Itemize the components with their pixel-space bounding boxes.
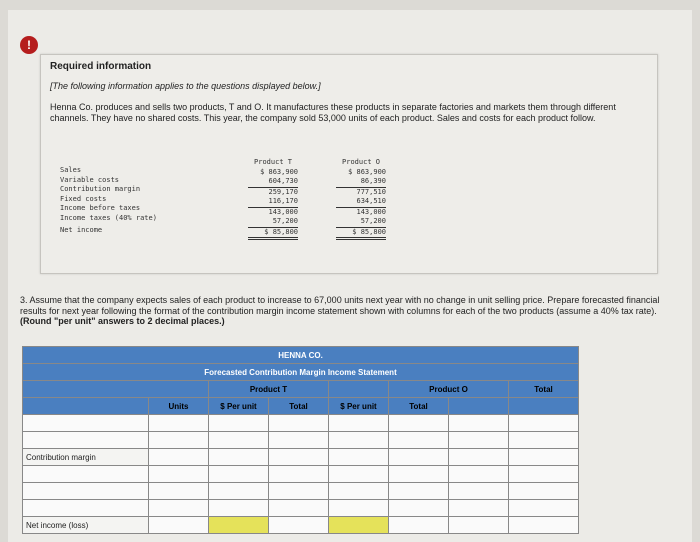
product-t-value: 57,200 [248,217,298,228]
o-total-input[interactable] [389,500,449,517]
product-o-value: $ 863,900 [348,167,386,176]
t-total-input[interactable] [269,483,329,500]
o-per-unit-input[interactable] [329,500,389,517]
o-net-income-total-input[interactable] [389,517,449,534]
o-total-header: Total [389,398,449,415]
product-o-header: Product O [342,158,380,166]
o-total-input[interactable] [389,466,449,483]
units-header: Units [149,398,209,415]
o-total-input[interactable] [389,449,449,466]
label-income-before-taxes: Income before taxes [60,204,141,212]
product-t-value: 604,730 [248,177,298,188]
grand-total-input[interactable] [509,415,579,432]
o-net-income-per-unit-input[interactable] [329,517,389,534]
row-label-input[interactable] [23,432,149,449]
question-3 [20,295,660,327]
question-3-rounding-note: (Round "per unit" answers to 2 decimal places.) [20,316,225,326]
row-label-input[interactable] [23,466,149,483]
o-per-unit-input[interactable] [329,466,389,483]
o-total-input[interactable] [389,483,449,500]
t-total-input[interactable] [269,466,329,483]
t-total-header: Total [269,398,329,415]
blank-cell [449,415,509,432]
income-statement-labels [60,166,157,236]
label-income-taxes: Income taxes (40% rate) [60,213,157,222]
t-per-unit-input[interactable] [209,415,269,432]
company-name: HENNA CO. [23,347,579,364]
required-info-subheading: [The following information applies to the questions displayed below.] [50,81,321,91]
label-fixed-costs: Fixed costs [60,194,107,203]
product-t-value: 259,170 [268,187,298,196]
t-total-input[interactable] [269,449,329,466]
o-per-unit-input[interactable] [329,432,389,449]
product-o-column [336,158,386,240]
grand-total-input[interactable] [509,466,579,483]
label-sales: Sales [60,166,82,174]
form-product-t-header: Product T [209,381,329,398]
table-row [23,483,579,500]
form-total-header: Total [509,381,579,398]
t-total-input[interactable] [269,500,329,517]
product-t-header: Product T [254,158,292,166]
t-per-unit-input[interactable] [209,500,269,517]
grand-total-input[interactable] [509,432,579,449]
required-info-paragraph: Henna Co. produces and sells two products, T and O. It manufactures these products in separate factories and markets them through different channels. They have no shared costs. This year, the company sold 53,000 units of each product. Sales and costs for each product follow. [50,102,616,123]
o-per-unit-input[interactable] [329,415,389,432]
o-per-unit-header: $ Per unit [329,398,389,415]
table-row [23,432,579,449]
grand-net-income-input[interactable] [509,517,579,534]
o-per-unit-input[interactable] [329,483,389,500]
t-per-unit-input[interactable] [209,432,269,449]
label-contribution-margin: Contribution margin [60,185,141,193]
product-t-value: $ 85,800 [248,228,298,241]
units-input[interactable] [149,432,209,449]
table-row [23,415,579,432]
product-o-value: $ 85,800 [336,228,386,241]
t-per-unit-input[interactable] [209,483,269,500]
product-o-value: 57,200 [336,217,386,228]
product-t-value: 116,170 [248,197,298,208]
grand-total-input[interactable] [509,483,579,500]
o-per-unit-input[interactable] [329,449,389,466]
row-label-input[interactable] [23,500,149,517]
t-per-unit-input[interactable] [209,449,269,466]
table-row [23,517,579,534]
t-net-income-per-unit-input[interactable] [209,517,269,534]
t-total-input[interactable] [269,432,329,449]
product-t-value: $ 863,900 [260,167,298,176]
label-net-income: Net income [60,226,103,234]
o-total-input[interactable] [389,415,449,432]
label-variable-costs: Variable costs [60,175,120,184]
alert-icon: ! [20,36,38,54]
statement-title: Forecasted Contribution Margin Income Statement [23,364,579,381]
forecast-statement-table [22,346,579,534]
product-o-value: 86,390 [336,177,386,188]
product-o-value: 634,510 [336,197,386,208]
table-row [23,500,579,517]
o-total-input[interactable] [389,432,449,449]
units-input[interactable] [149,415,209,432]
t-per-unit-input[interactable] [209,466,269,483]
product-o-value: 777,510 [356,187,386,196]
form-product-o-header: Product O [389,381,509,398]
grand-total-input[interactable] [509,500,579,517]
net-income-label: Net income (loss) [23,517,149,534]
table-row [23,449,579,466]
t-per-unit-header: $ Per unit [209,398,269,415]
required-info-heading: Required information [50,61,152,72]
t-total-input[interactable] [269,415,329,432]
table-row [23,466,579,483]
blank-cell [449,432,509,449]
product-t-column [248,158,298,240]
product-t-value: 143,000 [268,207,298,216]
row-label-input[interactable] [23,483,149,500]
contribution-margin-label: Contribution margin [23,449,149,466]
product-o-value: 143,000 [356,207,386,216]
t-net-income-total-input[interactable] [269,517,329,534]
question-3-text: 3. Assume that the company expects sales of each product to increase to 67,000 units next year with no change in unit selling price. Prepare forecasted financial results for next year following the format of the contribution margin income statement shown with columns for each of the two products (assume a 40% tax rate). [20,295,660,316]
grand-total-input[interactable] [509,449,579,466]
row-label-input[interactable] [23,415,149,432]
